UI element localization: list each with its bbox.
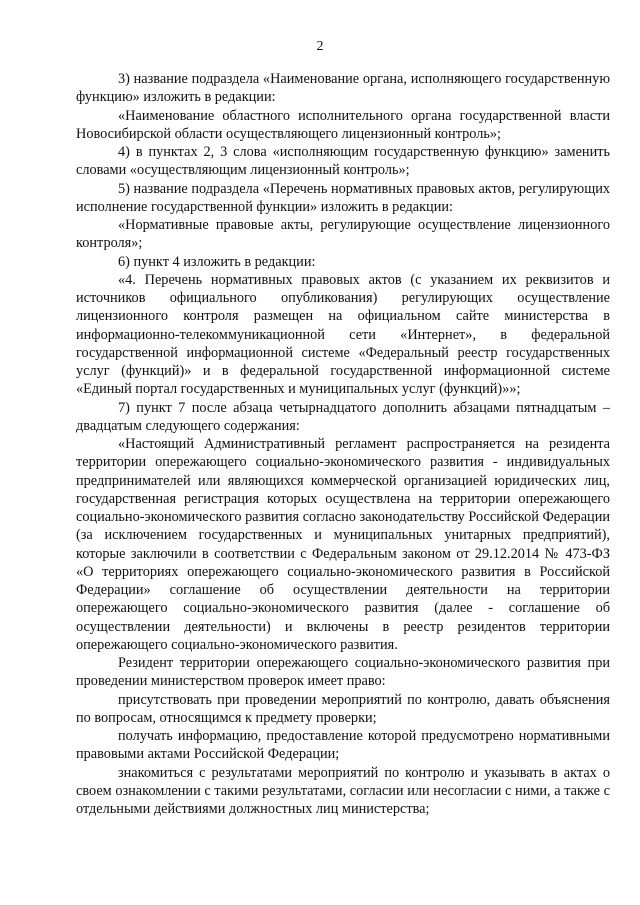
quoted-regulation-scope: «Настоящий Административный регламент распространяется на резидента территории опережающего социально-экономического развития - индивидуальных предпринимателей или являющихся коммерческой организацией юридических лиц, государственная регистрация которых осуществлена на территории опережающего социально-экономического развития согласно законодательству Российской Федерации (за исключением государственных и муниципальных унитарных предприятий), которые заключили в соответствии с Федеральным законом от 29.12.2014 № 473-ФЗ «О территориях опережающего социально-экономического развития в Российской Федерации» соглашение об осуществлении деятельности на территории опережающего социально-экономического развития (далее - соглашение об осуществлении деятельности) и включены в реестр резидентов территории опережающего социально-экономического развития. [76,436,610,653]
page-number: 2 [316,39,324,54]
resident-right-review-results: знакомиться с результатами мероприятий по контролю и указывать в актах о своем ознакомлении с такими результатами, согласии или несогласии с ними, а также с отдельными действиями должностных лиц министерства; [76,764,610,817]
paragraph-item-6: 6) пункт 4 изложить в редакции: [118,253,316,270]
paragraph-item-7: 7) пункт 7 после абзаца четырнадцатого дополнить абзацами пятнадцатым – двадцатым следующего содержания: [76,399,610,434]
paragraph-item-4: 4) в пунктах 2, 3 слова «исполняющим государственную функцию» заменить словами «осуществляющим лицензионный контроль»; [76,144,610,179]
resident-right-attend: присутствовать при проведении мероприятий по контролю, давать объяснения по вопросам, относящимся к предмету проверки; [76,691,610,726]
quoted-point-4: «4. Перечень нормативных правовых актов (с указанием их реквизитов и источников официального опубликования) регулирующих осуществление лицензионного контроля размещен на официальном сайте министерства в информационно-телекоммуникационной сети «Интернет», в федеральной государственной информационной системе «Федеральный реестр государственных услуг (функций)» и в федеральной государственной информационной системе «Единый портал государственных и муниципальных услуг (функций)»»; [76,271,610,398]
quoted-new-title: «Наименование областного исполнительного органа государственной власти Новосибирской области осуществляющего лицензионный контроль»; [76,107,610,142]
paragraph-item-5: 5) название подраздела «Перечень нормативных правовых актов, регулирующих исполнение государственной функции» изложить в редакции: [76,180,610,215]
resident-right-information: получать информацию, предоставление которой предусмотрено нормативными правовыми актами Российской Федерации; [76,728,610,763]
resident-rights-intro: Резидент территории опережающего социально-экономического развития при проведении министерством проверок имеет право: [76,655,610,690]
paragraph-item-3: 3) название подраздела «Наименование органа, исполняющего государственную функцию» изложить в редакции: [76,71,610,106]
quoted-new-subsection-title: «Нормативные правовые акты, регулирующие осуществление лицензионного контроля»; [76,217,610,252]
document-body [76,70,610,818]
